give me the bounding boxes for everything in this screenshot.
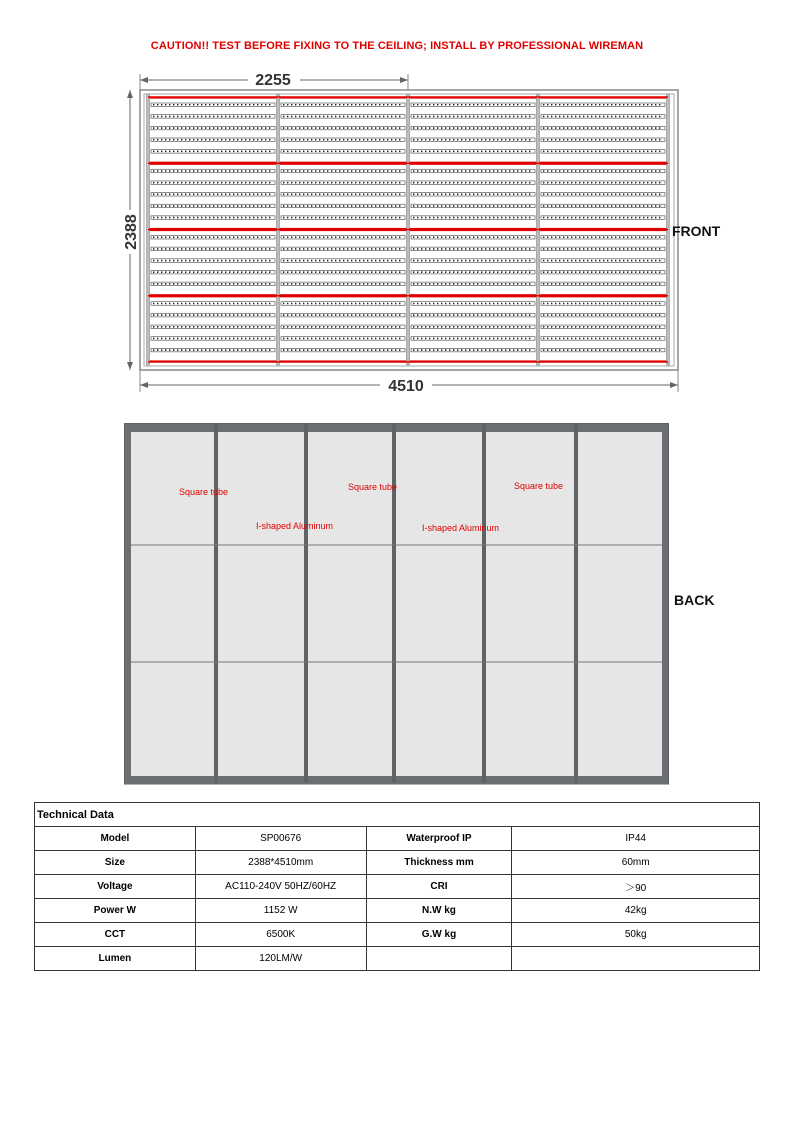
- spec-value: 42kg: [512, 899, 760, 923]
- spec-value: ＞90: [512, 875, 760, 899]
- dim-bottom-label: 4510: [388, 378, 424, 395]
- spec-label: Lumen: [35, 947, 196, 971]
- square-tube-note-3: Square tube: [514, 481, 564, 491]
- spec-label: [366, 947, 512, 971]
- spec-label: G.W kg: [366, 923, 512, 947]
- table-row: [35, 875, 760, 899]
- spec-value: 60mm: [512, 851, 760, 875]
- front-label: FRONT: [672, 223, 721, 239]
- spec-value: 6500K: [195, 923, 366, 947]
- spec-label: Thickness mm: [366, 851, 512, 875]
- dimension-side: [120, 90, 140, 370]
- dim-top-label: 2255: [255, 72, 291, 89]
- technical-data-table: [34, 802, 760, 971]
- spec-label: CCT: [35, 923, 196, 947]
- table-row: [35, 923, 760, 947]
- vertical-frame-tube: [574, 424, 578, 783]
- square-tube-note-1: Square tube: [179, 487, 229, 497]
- i-shaped-aluminum-note-2: I-shaped Aluminum: [422, 523, 500, 533]
- table-row: [35, 851, 760, 875]
- spec-label: Power W: [35, 899, 196, 923]
- table-row: [35, 827, 760, 851]
- table-title-row: [35, 803, 760, 827]
- spec-label: Model: [35, 827, 196, 851]
- vertical-frame-tube: [482, 424, 486, 783]
- spec-label: Waterproof IP: [366, 827, 512, 851]
- caution-notice: CAUTION!! TEST BEFORE FIXING TO THE CEILING; INSTALL BY PROFESSIONAL WIREMAN: [150, 40, 644, 52]
- table-title: Technical Data: [35, 803, 760, 827]
- spec-label: Size: [35, 851, 196, 875]
- vertical-frame-tube: [214, 424, 218, 783]
- spec-value: AC110-240V 50HZ/60HZ: [195, 875, 366, 899]
- table-row: [35, 899, 760, 923]
- dimension-bottom: [140, 370, 678, 395]
- vertical-frame-tube: [304, 424, 308, 783]
- i-shaped-aluminum-note-1: I-shaped Aluminum: [256, 521, 334, 531]
- square-tube-note-2: Square tube: [348, 482, 398, 492]
- back-label: BACK: [674, 592, 715, 608]
- spec-label: N.W kg: [366, 899, 512, 923]
- spec-value: 50kg: [512, 923, 760, 947]
- spec-value: [512, 947, 760, 971]
- spec-label: Voltage: [35, 875, 196, 899]
- table-row: [35, 947, 760, 971]
- back-view-drawing: [124, 423, 669, 785]
- spec-value: IP44: [512, 827, 760, 851]
- dim-side-label: 2388: [123, 214, 140, 250]
- spec-value: 1152 W: [195, 899, 366, 923]
- front-view-drawing: [118, 70, 688, 400]
- vertical-frame-tube: [392, 424, 396, 783]
- spec-value: 120LM/W: [195, 947, 366, 971]
- spec-value: 2388*4510mm: [195, 851, 366, 875]
- spec-value: SP00676: [195, 827, 366, 851]
- spec-label: CRI: [366, 875, 512, 899]
